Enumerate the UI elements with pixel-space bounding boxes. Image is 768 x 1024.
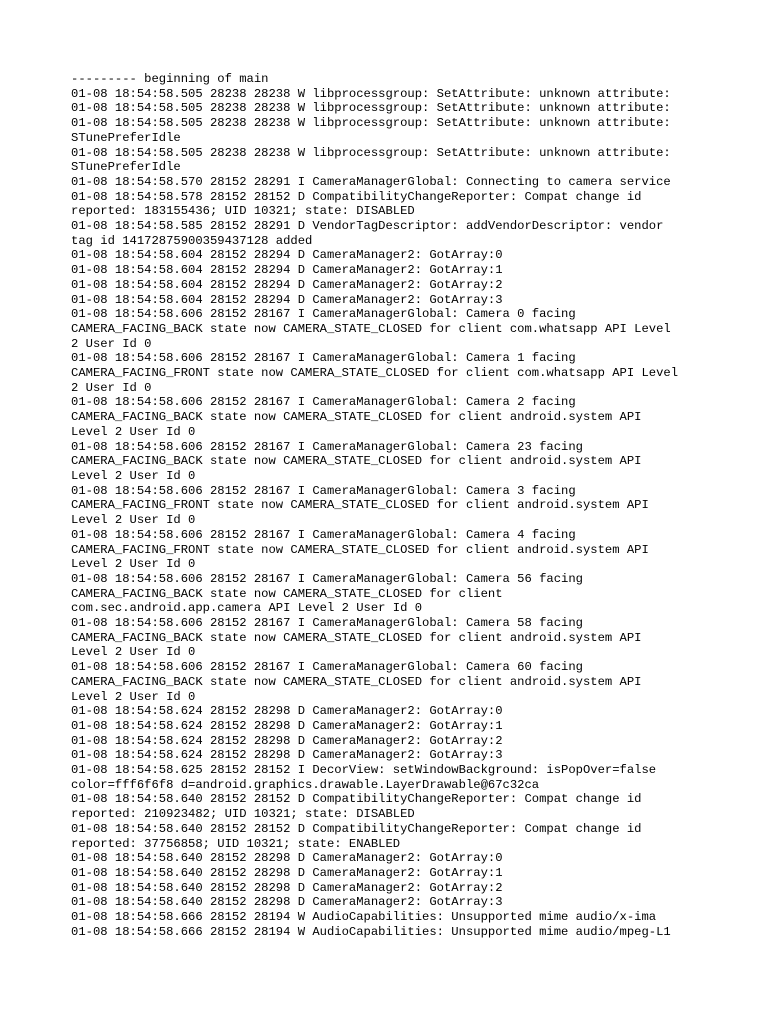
log-line: CAMERA_FACING_BACK state now CAMERA_STATE_CLOSED for client <box>71 586 503 601</box>
log-line: 01-08 18:54:58.640 28152 28152 D CompatibilityChangeReporter: Compat change id <box>71 821 642 836</box>
log-line: 01-08 18:54:58.640 28152 28298 D CameraManager2: GotArray:0 <box>71 851 503 866</box>
log-line: 01-08 18:54:58.606 28152 28167 I CameraManagerGlobal: Camera 23 facing <box>71 439 583 454</box>
log-line: tag id 14172875900359437128 added <box>71 233 313 248</box>
log-line: 01-08 18:54:58.505 28238 28238 W libprocessgroup: SetAttribute: unknown attribute: <box>71 86 671 101</box>
log-line: Level 2 User Id 0 <box>71 645 196 660</box>
log-line: color=fff6f6f8 d=android.graphics.drawable.LayerDrawable@67c32ca <box>71 777 540 792</box>
log-line: 01-08 18:54:58.606 28152 28167 I CameraManagerGlobal: Camera 58 facing <box>71 616 583 631</box>
log-line: 01-08 18:54:58.505 28238 28238 W libprocessgroup: SetAttribute: unknown attribute: <box>71 116 671 131</box>
log-line: 01-08 18:54:58.640 28152 28152 D CompatibilityChangeReporter: Compat change id <box>71 792 642 807</box>
log-line: com.sec.android.app.camera API Level 2 User Id 0 <box>71 601 423 616</box>
log-line: STunePreferIdle <box>71 160 181 175</box>
log-line: 01-08 18:54:58.570 28152 28291 I CameraManagerGlobal: Connecting to camera service <box>71 174 671 189</box>
log-line: CAMERA_FACING_BACK state now CAMERA_STATE_CLOSED for client android.system API <box>71 630 642 645</box>
log-line: 01-08 18:54:58.606 28152 28167 I CameraManagerGlobal: Camera 3 facing <box>71 483 576 498</box>
log-line: Level 2 User Id 0 <box>71 424 196 439</box>
log-line: 01-08 18:54:58.606 28152 28167 I CameraManagerGlobal: Camera 2 facing <box>71 395 576 410</box>
log-line: 01-08 18:54:58.640 28152 28298 D CameraManager2: GotArray:3 <box>71 895 503 910</box>
log-line: 01-08 18:54:58.624 28152 28298 D CameraManager2: GotArray:2 <box>71 733 503 748</box>
log-line: 01-08 18:54:58.624 28152 28298 D CameraManager2: GotArray:1 <box>71 718 503 733</box>
log-line: 01-08 18:54:58.604 28152 28294 D CameraManager2: GotArray:3 <box>71 292 503 307</box>
log-line: 01-08 18:54:58.640 28152 28298 D CameraManager2: GotArray:1 <box>71 865 503 880</box>
log-line: Level 2 User Id 0 <box>71 689 196 704</box>
log-line: 01-08 18:54:58.640 28152 28298 D CameraManager2: GotArray:2 <box>71 880 503 895</box>
log-line: 01-08 18:54:58.606 28152 28167 I CameraManagerGlobal: Camera 0 facing <box>71 307 576 322</box>
log-document <box>71 72 711 939</box>
log-line: reported: 183155436; UID 10321; state: DISABLED <box>71 204 415 219</box>
log-line: 01-08 18:54:58.505 28238 28238 W libprocessgroup: SetAttribute: unknown attribute: <box>71 101 671 116</box>
log-line: 01-08 18:54:58.578 28152 28152 D CompatibilityChangeReporter: Compat change id <box>71 189 642 204</box>
log-line: 01-08 18:54:58.606 28152 28167 I CameraManagerGlobal: Camera 1 facing <box>71 351 576 366</box>
log-line: CAMERA_FACING_BACK state now CAMERA_STATE_CLOSED for client com.whatsapp API Level <box>71 321 671 336</box>
log-line: CAMERA_FACING_FRONT state now CAMERA_STATE_CLOSED for client android.system API <box>71 542 649 557</box>
log-line: 01-08 18:54:58.606 28152 28167 I CameraManagerGlobal: Camera 56 facing <box>71 571 583 586</box>
log-line: CAMERA_FACING_BACK state now CAMERA_STATE_CLOSED for client android.system API <box>71 410 642 425</box>
log-line: 01-08 18:54:58.505 28238 28238 W libprocessgroup: SetAttribute: unknown attribute: <box>71 145 671 160</box>
log-line: 01-08 18:54:58.585 28152 28291 D VendorTagDescriptor: addVendorDescriptor: vendor <box>71 219 664 234</box>
log-line: CAMERA_FACING_BACK state now CAMERA_STATE_CLOSED for client android.system API <box>71 454 642 469</box>
log-line: 2 User Id 0 <box>71 380 152 395</box>
log-line: 2 User Id 0 <box>71 336 152 351</box>
log-line: 01-08 18:54:58.606 28152 28167 I CameraManagerGlobal: Camera 60 facing <box>71 660 583 675</box>
log-line: 01-08 18:54:58.666 28152 28194 W AudioCapabilities: Unsupported mime audio/mpeg-L1 <box>71 924 671 939</box>
log-line: 01-08 18:54:58.604 28152 28294 D CameraManager2: GotArray:2 <box>71 277 503 292</box>
log-line: --------- beginning of main <box>71 72 269 86</box>
log-line: CAMERA_FACING_FRONT state now CAMERA_STATE_CLOSED for client android.system API <box>71 498 649 513</box>
log-line: 01-08 18:54:58.625 28152 28152 I DecorView: setWindowBackground: isPopOver=false <box>71 763 657 778</box>
log-line: CAMERA_FACING_BACK state now CAMERA_STATE_CLOSED for client android.system API <box>71 674 642 689</box>
log-line: 01-08 18:54:58.604 28152 28294 D CameraManager2: GotArray:0 <box>71 248 503 263</box>
log-line: CAMERA_FACING_FRONT state now CAMERA_STATE_CLOSED for client com.whatsapp API Level <box>71 366 679 381</box>
log-line: 01-08 18:54:58.624 28152 28298 D CameraManager2: GotArray:0 <box>71 704 503 719</box>
log-line: 01-08 18:54:58.604 28152 28294 D CameraManager2: GotArray:1 <box>71 263 503 278</box>
log-line: STunePreferIdle <box>71 130 181 145</box>
log-line: reported: 37756858; UID 10321; state: ENABLED <box>71 836 401 851</box>
log-line: Level 2 User Id 0 <box>71 513 196 528</box>
log-line: Level 2 User Id 0 <box>71 557 196 572</box>
log-line: reported: 210923482; UID 10321; state: DISABLED <box>71 807 415 822</box>
log-line: 01-08 18:54:58.624 28152 28298 D CameraManager2: GotArray:3 <box>71 748 503 763</box>
log-line: Level 2 User Id 0 <box>71 468 196 483</box>
log-line: 01-08 18:54:58.666 28152 28194 W AudioCapabilities: Unsupported mime audio/x-ima <box>71 910 657 925</box>
log-line: 01-08 18:54:58.606 28152 28167 I CameraManagerGlobal: Camera 4 facing <box>71 527 576 542</box>
